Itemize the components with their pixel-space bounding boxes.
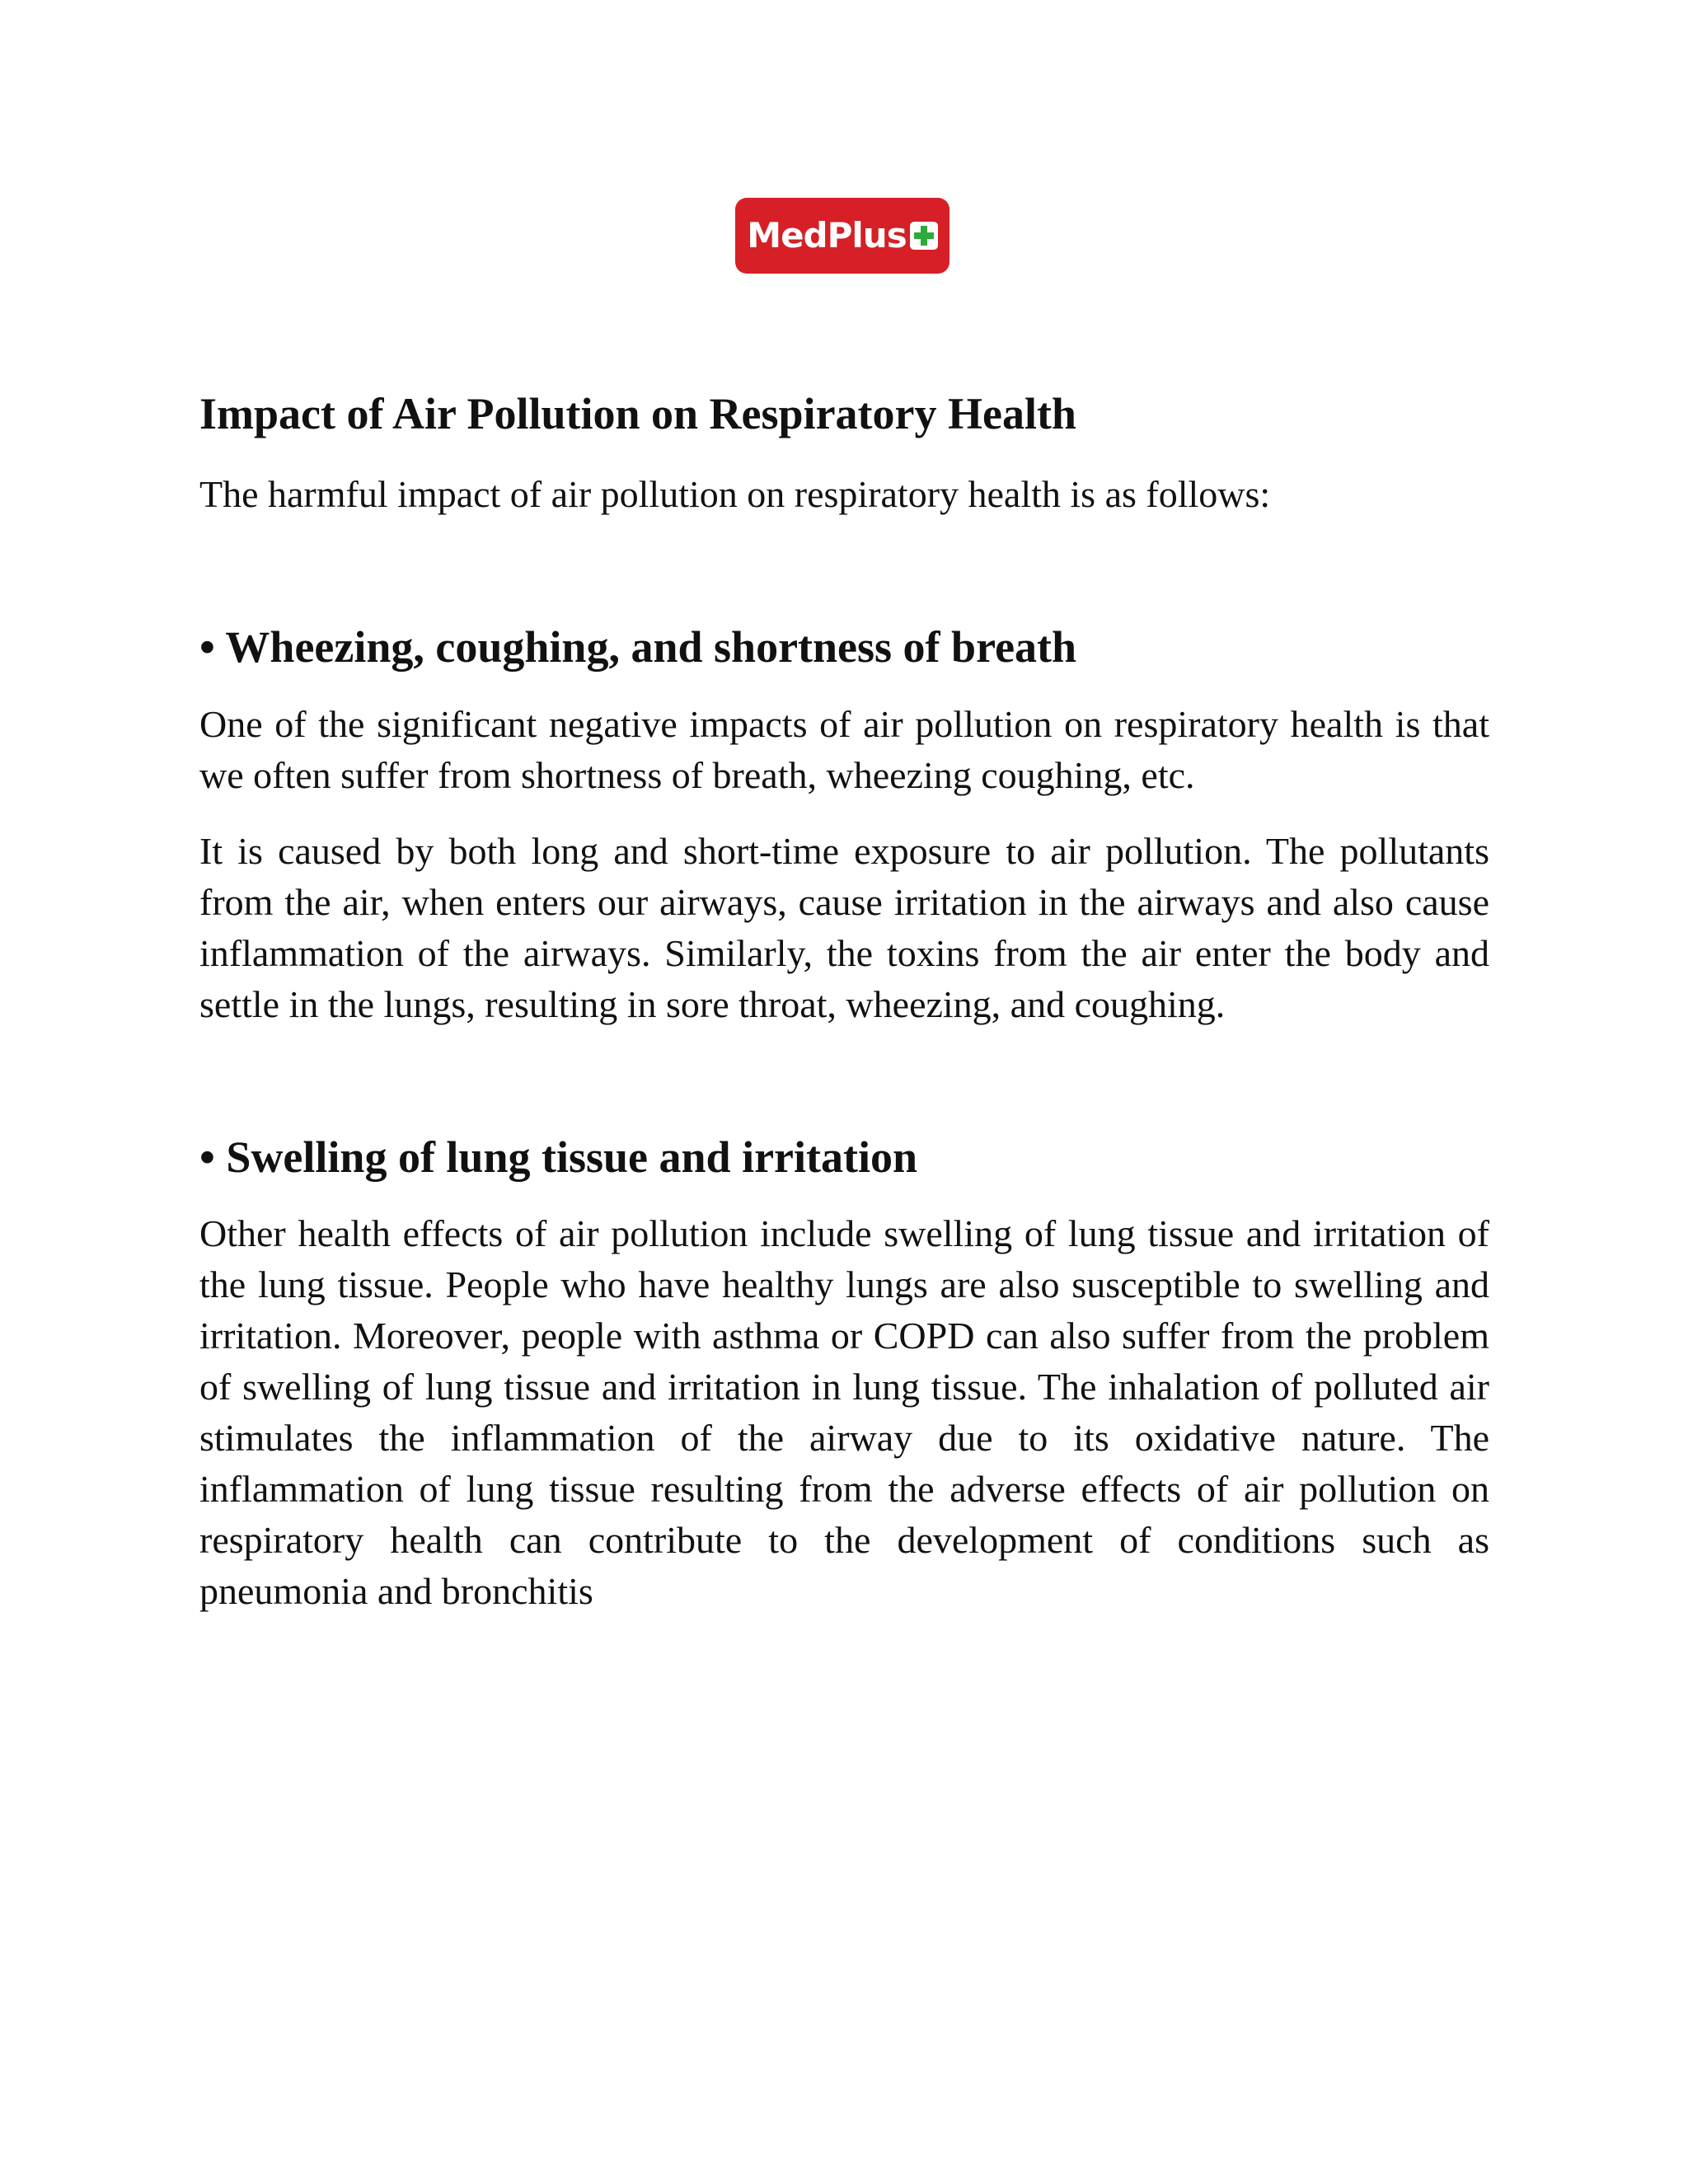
section-1-paragraph-2: It is caused by both long and short-time exposure to air pollution. The pollutants from the air, when enters our airways, cause irritation in the airways and also cause inflammation of the airways. Similarly, the toxins from the air enter the body and settle in the lungs, resulting in sore throat, wheezing, and coughing. — [199, 829, 1489, 1025]
section-2-paragraph-1: Other health effects of air pollution include swelling of lung tissue and irritation of the lung tissue. People who have healthy lungs are also susceptible to swelling and irritation. Moreover, people with asthma or COPD can also suffer from the problem of swelling of lung tissue and irritation in lung tissue. The inhalation of polluted air stimulates the inflammation of the airway due to its oxidative nature. The inflammation of lung tissue resulting from the adverse effects of air pollution on respiratory health can contribute to the development of conditions such as pneumonia and bronchitis — [199, 1212, 1489, 1613]
medplus-logo — [735, 198, 950, 274]
section-heading-swelling: • Swelling of lung tissue and irritation — [199, 1132, 918, 1182]
section-1-paragraph-1: One of the significant negative impacts of air pollution on respiratory health is that we often suffer from shortness of breath, wheezing coughing, etc. — [199, 702, 1489, 796]
document-body — [199, 387, 1489, 1642]
page-title: Impact of Air Pollution on Respiratory Health — [199, 389, 1076, 438]
plus-icon — [910, 222, 938, 250]
intro-paragraph: The harmful impact of air pollution on respiratory health is as follows: — [199, 472, 1271, 515]
logo-text: MedPlus — [747, 215, 907, 255]
section-heading-wheezing: • Wheezing, coughing, and shortness of breath — [199, 621, 1077, 672]
